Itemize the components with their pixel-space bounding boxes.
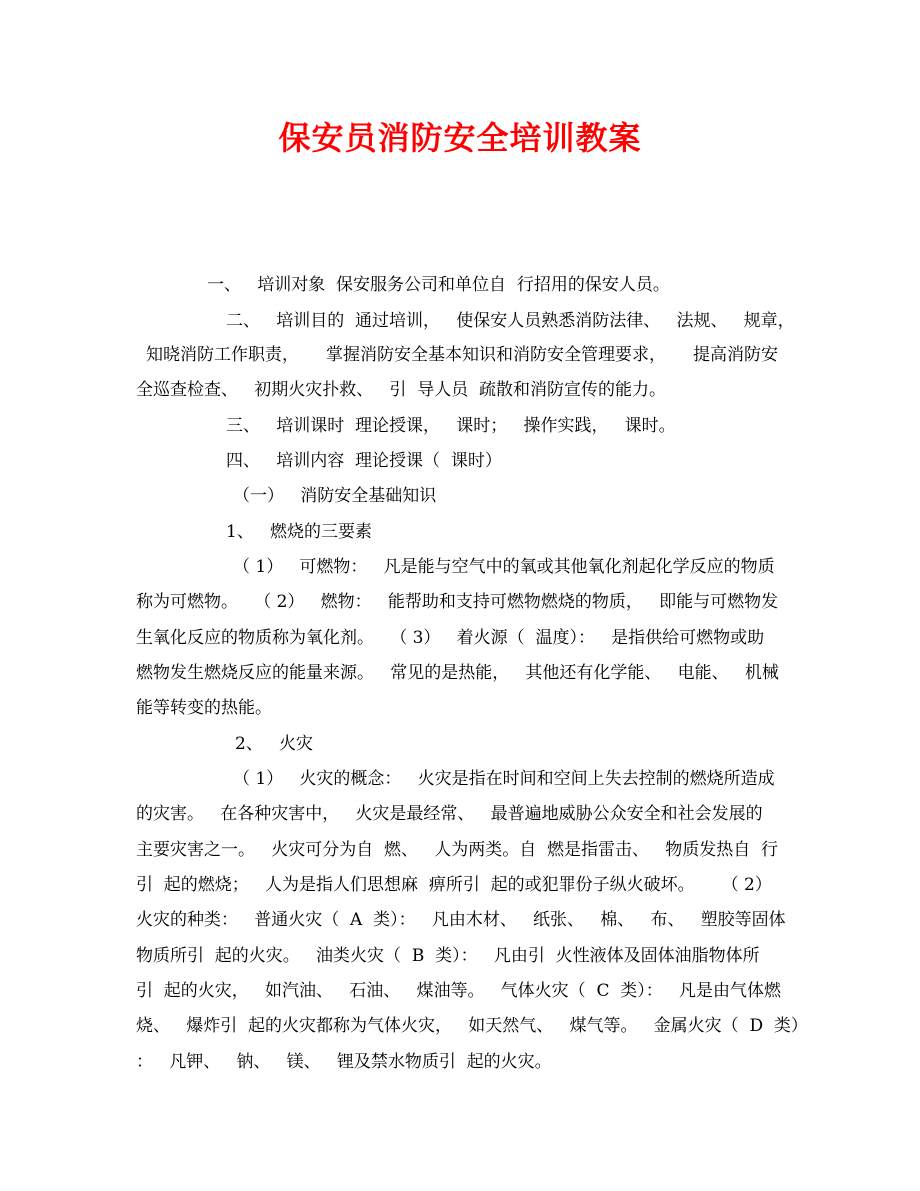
text-line: 的灾害。 在各种灾害中， 火灾是最经常、 最普遍地威胁公众安全和社会发展的 [136,804,763,824]
document-title: 保安员消防安全培训教案 [278,119,642,157]
text-line: 燃物发生燃烧反应的能量来源。 常见的是热能， 其他还有化学能、 电能、 机械 [136,663,779,683]
text-line: 引 起的燃烧； 人为是指人们思想麻 痹所引 起的或犯罪份子纵火破坏。 （ 2） [136,875,772,895]
text-line: （ 1） 火灾的概念： 火灾是指在时间和空间上失去控制的燃烧所造成 [233,769,775,789]
text-line: 四、 培训内容 理论授课（ 课时） [226,451,502,471]
text-line: 1、 燃烧的三要素 [226,522,373,542]
text-line: 生氧化反应的物质称为氧化剂。 （ 3） 着火源（ 温度）： 是指供给可燃物或助 [136,628,765,648]
text-line: ： 凡钾、 钠、 镁、 锂及禁水物质引 起的火灾。 [136,1052,552,1072]
text-line: 二、 培训目的 通过培训， 使保安人员熟悉消防法律、 法规、 规章， [226,311,795,331]
text-line: 称为可燃物。 （ 2） 燃物： 能帮助和支持可燃物燃烧的物质， 即能与可燃物发 [136,592,779,612]
text-line: 一、 培训对象 保安服务公司和单位自 行招用的保安人员。 [207,275,670,295]
text-line: 2、 火灾 [235,734,314,754]
text-line: 全巡查检查、 初期火灾扑救、 引 导人员 疏散和消防宣传的能力。 [136,380,667,400]
text-line: 烧、 爆炸引 起的火灾都称为气体火灾， 如天然气、 煤气等。 金属火灾（ D 类） [136,1016,808,1036]
text-line: （一） 消防安全基础知识 [233,486,437,506]
text-line: 引 起的火灾， 如汽油、 石油、 煤油等。 气体火灾（ C 类）： 凡是由气体燃 [136,981,781,1001]
text-line: （ 1） 可燃物： 凡是能与空气中的氧或其他氧化剂起化学反应的物质 [233,557,775,577]
text-line: 知晓消防工作职责， 掌握消防安全基本知识和消防安全管理要求， 提高消防安 [146,345,779,365]
text-line: 物质所引 起的火灾。 油类火灾（ B 类）： 凡由引 火性液体及固体油脂物体所 [136,946,760,966]
text-line: 主要灾害之一。 火灾可分为自 燃、 人为两类。自 燃是指雷击、 物质发热自 行 [136,840,779,860]
text-line: 能等转变的热能。 [136,698,272,718]
text-line: 三、 培训课时 理论授课， 课时； 操作实践， 课时。 [226,416,676,436]
text-line: 火灾的种类： 普通火灾（ A 类）： 凡由木材、 纸张、 棉、 布、 塑胶等固体 [136,910,786,930]
